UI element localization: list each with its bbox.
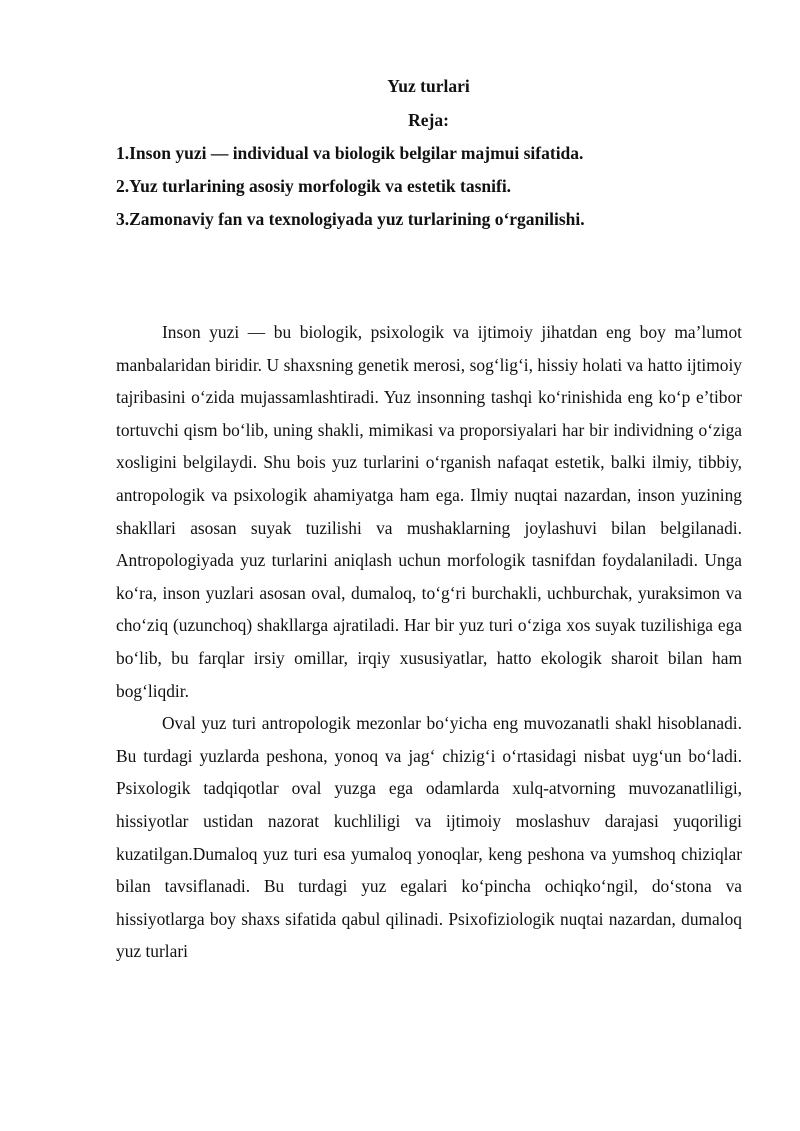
document-title: Yuz turlari [387, 76, 470, 96]
plan-heading: Reja: [408, 110, 449, 130]
paragraph: Inson yuzi — bu biologik, psixologik va ijtimoiy jihatdan eng boy ma’lumot manbalaridan biridir. U shaxsning genetik merosi, sog‘lig‘i, hissiy holati va hatto ijtimoiy tajribasini o‘zida mujassamlashtiradi. Yuz insonning tashqi ko‘rinishida eng ko‘p e’tibor tortuvchi qism bo‘lib, uning shakli, mimikasi va proporsiyalari har bir individning o‘ziga xosligini belgilaydi. Shu bois yuz turlarini o‘rganish nafaqat estetik, balki ilmiy, tibbiy, antropologik va psixologik ahamiyatga ham ega. Ilmiy nuqtai nazardan, inson yuzining shakllari asosan suyak tuzilishi va mushaklarning joylashuvi bilan belgilanadi. Antropologiyada yuz turlarini aniqlash uchun morfologik tasnifdan foydalaniladi. Unga ko‘ra, inson yuzlari asosan oval, dumaloq, to‘g‘ri burchakli, uchburchak, yuraksimon va cho‘ziq (uzunchoq) shakllarga ajratiladi. Har bir yuz turi o‘ziga xos suyak tuzilishiga ega bo‘lib, bu farqlar irsiy omillar, irqiy xususiyatlar, hatto ekologik sharoit bilan ham bog‘liqdir. [116, 322, 742, 701]
plan-item: 3.Zamonaviy fan va texnologiyada yuz turlarining o‘rganilishi. [116, 209, 585, 229]
plan-item: 1.Inson yuzi — individual va biologik belgilar majmui sifatida. [116, 143, 584, 163]
body-text [116, 316, 742, 968]
paragraph: Oval yuz turi antropologik mezonlar bo‘yicha eng muvozanatli shakl hisoblanadi. Bu turdagi yuzlarda peshona, yonoq va jag‘ chizig‘i o‘rtasidagi nisbat uyg‘un bo‘ladi. Psixologik tadqiqotlar oval yuzga ega odamlarda xulq-atvorning muvozanatliligi, hissiyotlar ustidan nazorat kuchliligi va ijtimoiy moslashuv darajasi yuqoriligi kuzatilgan.Dumaloq yuz turi esa yumaloq yonoqlar, keng peshona va yumshoq chiziqlar bilan tavsiflanadi. Bu turdagi yuz egalari ko‘pincha ochiqko‘ngil, do‘stona va hissiyotlarga boy shaxs sifatida qabul qilinadi. Psixofiziologik nuqtai nazardan, dumaloq yuz turlari [116, 713, 742, 962]
plan-list [116, 143, 756, 242]
plan-item: 2.Yuz turlarining asosiy morfologik va estetik tasnifi. [116, 176, 512, 196]
